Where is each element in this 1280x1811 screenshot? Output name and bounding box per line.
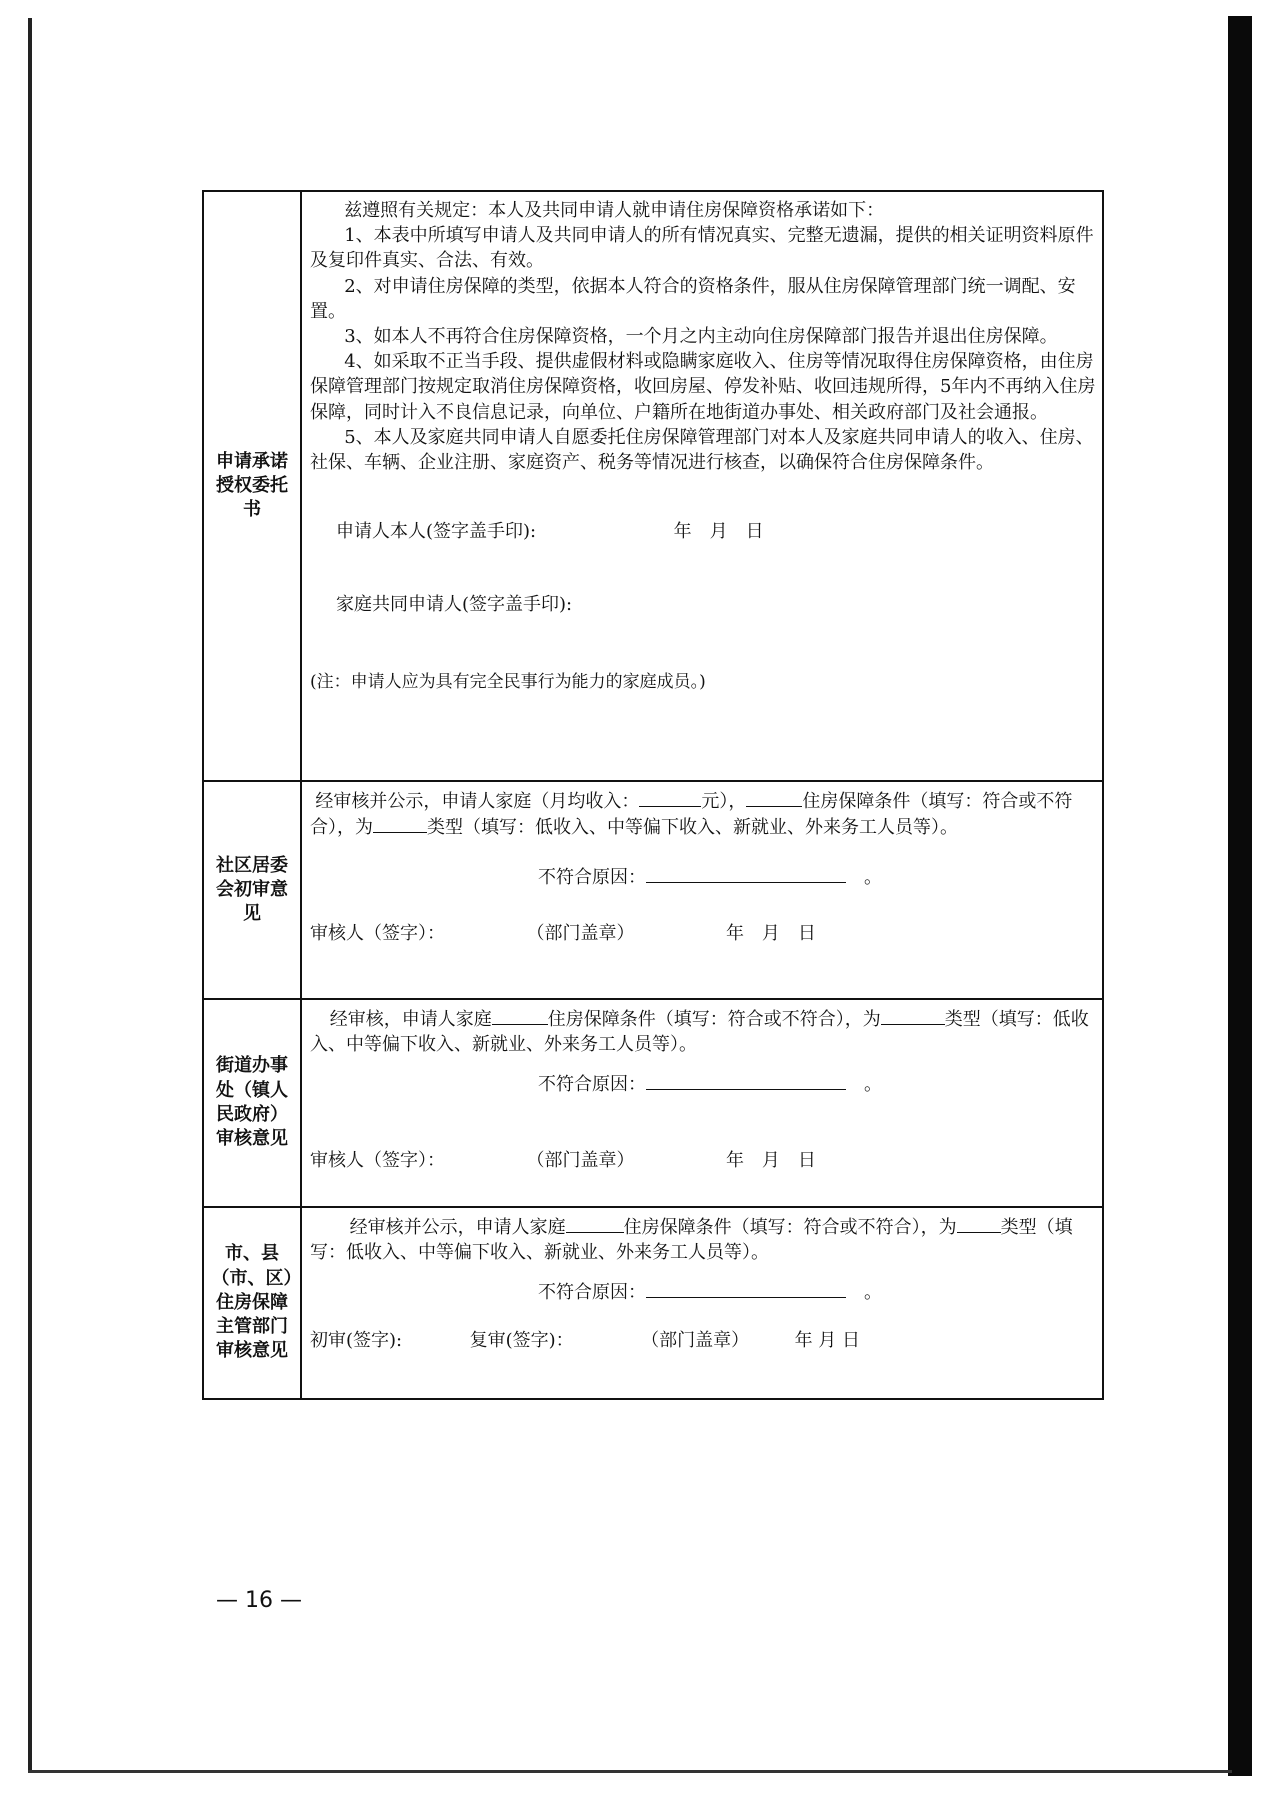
- housing-dept-row: [203, 1207, 1103, 1399]
- commitment-clause-4: 4、如采取不正当手段、提供虚假材料或隐瞒家庭收入、住房等情况取得住房保障资格，由住房保障管理部门按规定取消住房保障资格，收回房屋、停发补贴、收回违规所得，5年内不再纳入住房保障，同时计入不良信息记录，向单位、户籍所在地街道办事处、相关政府部门及社会通报。: [310, 351, 1096, 423]
- community-review-statement: 经审核并公示，申请人家庭（月均收入： 元）， 住房保障条件（填写：符合或不符合），为 类型（填写：低收入、中等偏下收入、新就业、外来务工人员等）。: [310, 788, 1096, 840]
- street-office-row: [203, 999, 1103, 1207]
- street-stamp-label: （部门盖章）: [526, 1149, 635, 1171]
- applicant-signature-date: 年 月 日: [673, 521, 764, 543]
- street-reason-blank[interactable]: [646, 1071, 846, 1090]
- commitment-label: 申请承诺授权委托书: [203, 191, 301, 781]
- community-review-row: [203, 781, 1103, 999]
- dept-reason-blank[interactable]: [646, 1279, 846, 1298]
- community-review-label: 社区居委会初审意见: [203, 781, 301, 999]
- street-office-content: [301, 999, 1103, 1207]
- approval-form-table: [202, 190, 1104, 1400]
- community-reason-blank[interactable]: [646, 864, 846, 883]
- community-reviewer-label: 审核人（签字）：: [310, 922, 445, 944]
- community-reason-line: 不符合原因： 。: [310, 864, 1096, 890]
- commitment-note: (注：申请人应为具有完全民事行为能力的家庭成员。): [310, 672, 706, 693]
- commitment-clause-2: 2、对申请住房保障的类型，依据本人符合的资格条件，服从住房保障管理部门统一调配、安置。: [310, 275, 1076, 322]
- street-eligibility-blank[interactable]: [492, 1006, 548, 1025]
- dept-eligibility-blank[interactable]: [566, 1214, 624, 1233]
- first-review-label: 初审(签字):: [310, 1329, 403, 1351]
- scan-bottom-edge: [28, 1770, 1232, 1773]
- scan-left-edge: [28, 18, 32, 1773]
- dept-stamp-label: （部门盖章）: [641, 1329, 750, 1351]
- community-stamp-label: （部门盖章）: [526, 922, 635, 944]
- street-office-statement: 经审核，申请人家庭 住房保障条件（填写：符合或不符合），为 类型（填写：低收入、中等偏下收入、新就业、外来务工人员等）。: [310, 1006, 1096, 1057]
- applicant-signature-line: [310, 519, 1096, 544]
- street-review-date: 年 月 日: [725, 1149, 816, 1171]
- commitment-content: [301, 191, 1103, 781]
- eligibility-blank[interactable]: [746, 788, 802, 807]
- housing-dept-label: 市、县（市、区）住房保障主管部门审核意见: [203, 1207, 301, 1399]
- community-review-content: [301, 781, 1103, 999]
- dept-type-blank[interactable]: [957, 1214, 1001, 1233]
- street-office-label: 街道办事处（镇人民政府）审核意见: [203, 999, 301, 1207]
- street-reason-line: 不符合原因： 。: [310, 1071, 1096, 1097]
- housing-dept-statement: 经审核并公示，申请人家庭 住房保障条件（填写：符合或不符合），为 类型（填写：低收入、中等偏下收入、新就业、外来务工人员等）。: [310, 1214, 1096, 1265]
- second-review-label: 复审(签字)：: [469, 1329, 574, 1351]
- dept-review-date: 年 月 日: [794, 1329, 861, 1351]
- family-signature-label: 家庭共同申请人(签字盖手印):: [336, 594, 573, 616]
- income-blank[interactable]: [639, 788, 701, 807]
- commitment-row: [203, 191, 1103, 781]
- commitment-clause-3: 3、如本人不再符合住房保障资格，一个月之内主动向住房保障部门报告并退出住房保障。: [344, 325, 1058, 347]
- type-blank[interactable]: [373, 814, 427, 833]
- dept-reason-line: 不符合原因： 。: [310, 1279, 1096, 1305]
- community-review-date: 年 月 日: [725, 922, 816, 944]
- street-reviewer-line: [310, 1148, 1096, 1173]
- community-reviewer-line: [310, 921, 1096, 946]
- commitment-clause-5: 5、本人及家庭共同申请人自愿委托住房保障管理部门对本人及家庭共同申请人的收入、住房、社保、车辆、企业注册、家庭资产、税务等情况进行核查，以确保符合住房保障条件。: [310, 426, 1094, 473]
- commitment-clause-1: 1、本表中所填写申请人及共同申请人的所有情况真实、完整无遗漏，提供的相关证明资料原件及复印件真实、合法、有效。: [310, 225, 1094, 272]
- page-number: — 16 —: [216, 1588, 302, 1613]
- dept-signature-line: [310, 1328, 1096, 1353]
- commitment-intro: 兹遵照有关规定：本人及共同申请人就申请住房保障资格承诺如下：: [344, 200, 885, 221]
- applicant-signature-label: 申请人本人(签字盖手印):: [336, 521, 537, 543]
- street-type-blank[interactable]: [881, 1006, 945, 1025]
- housing-dept-content: [301, 1207, 1103, 1399]
- scan-right-edge: [1228, 16, 1252, 1776]
- street-reviewer-label: 审核人（签字）：: [310, 1149, 445, 1171]
